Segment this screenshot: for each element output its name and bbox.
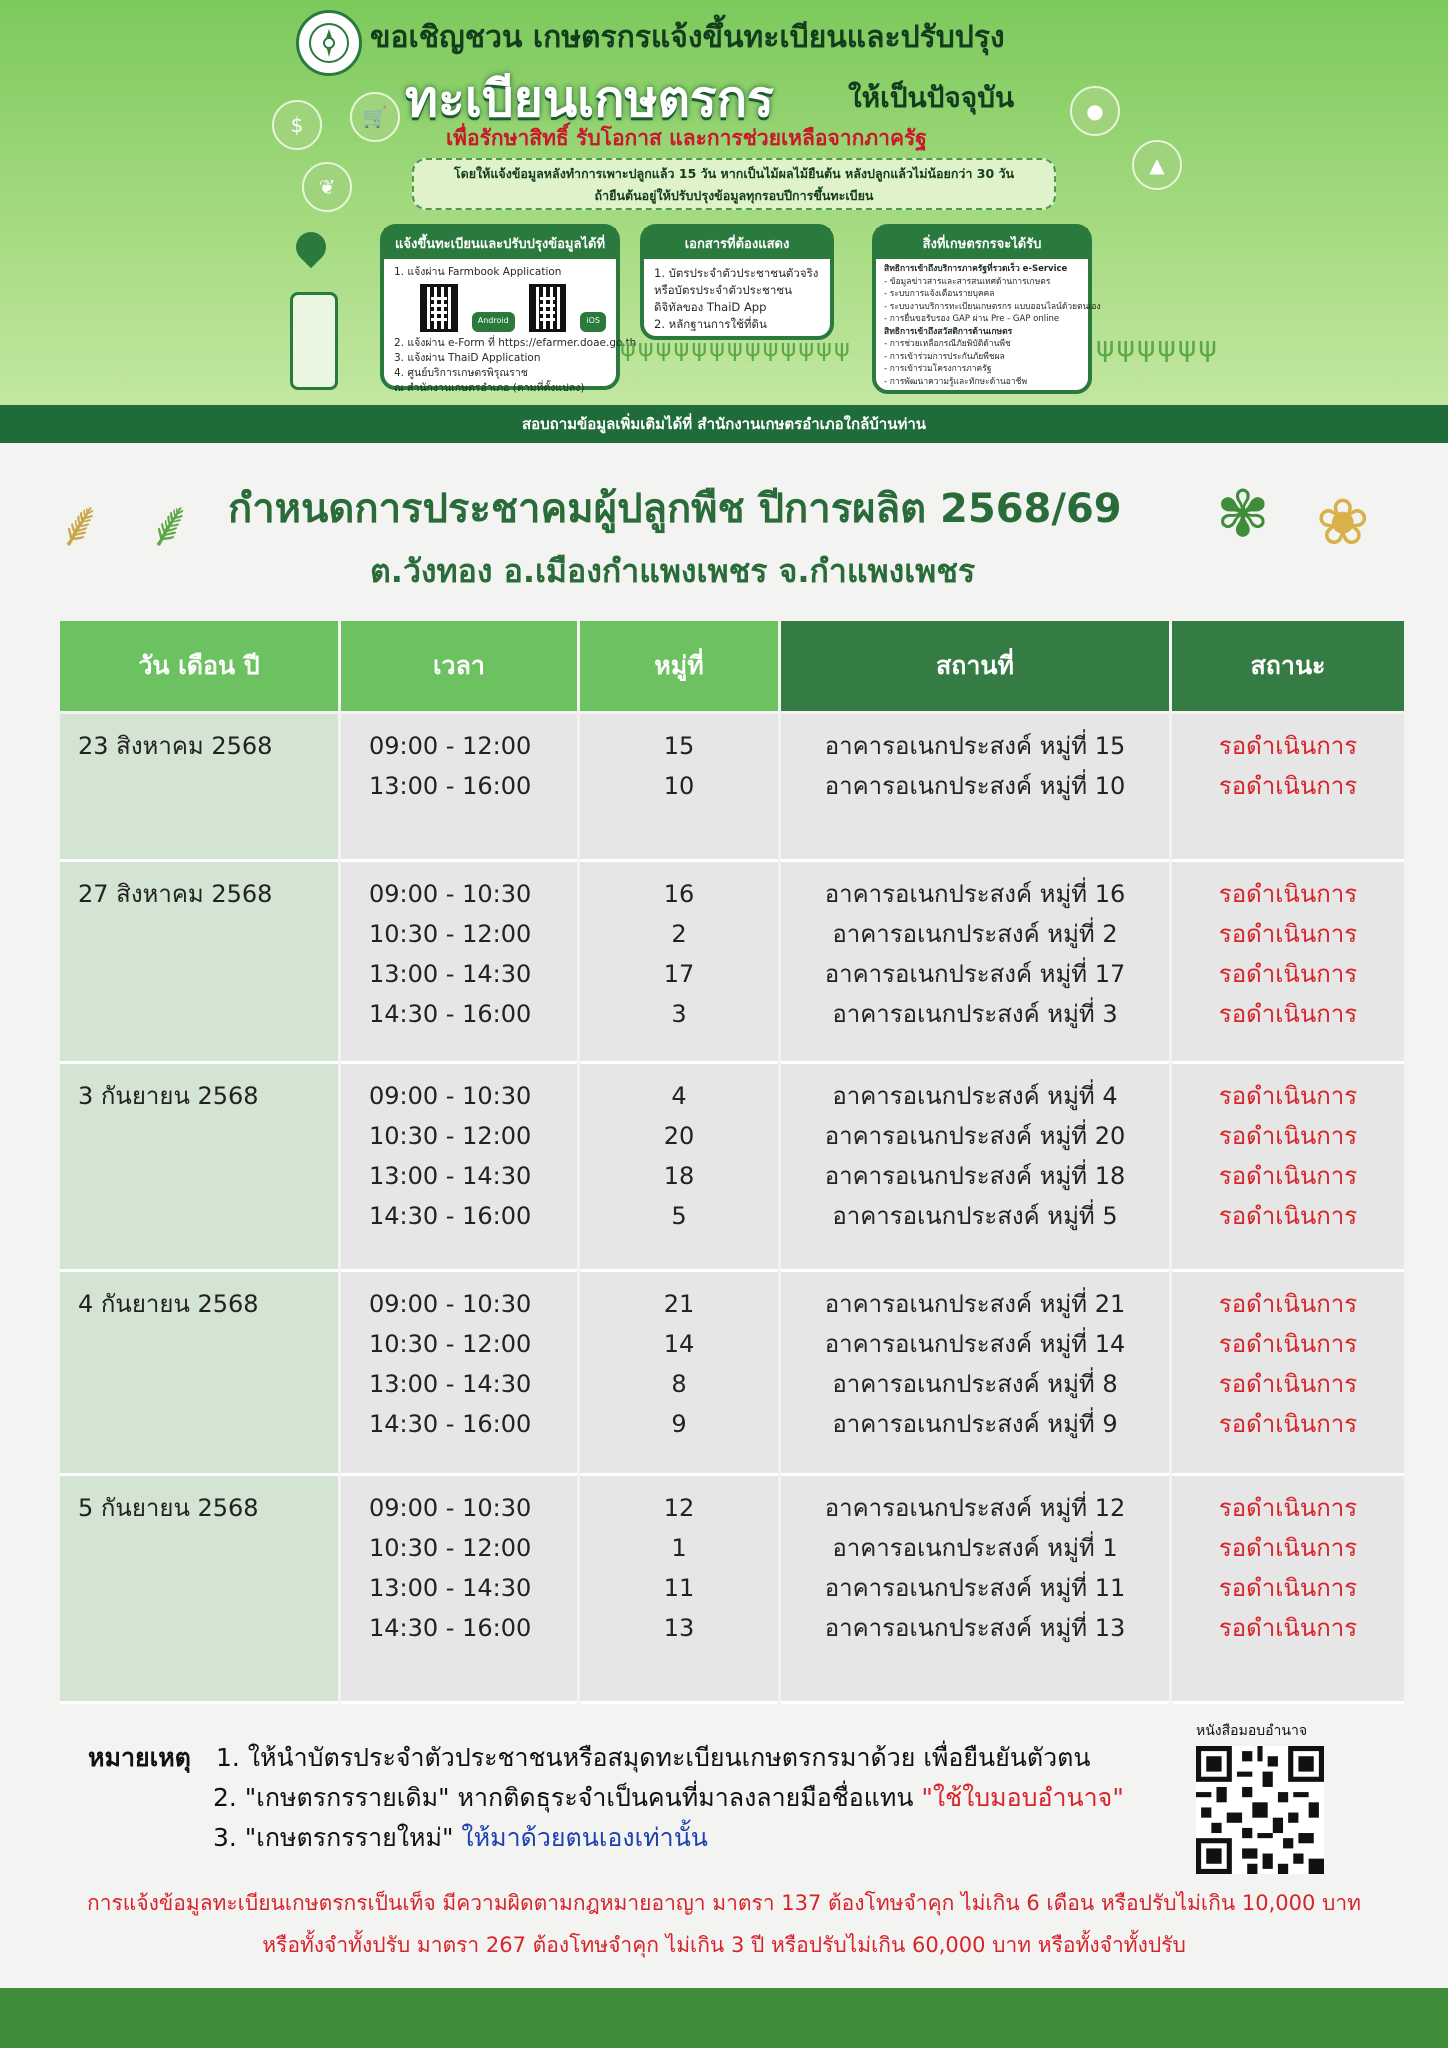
time-cell-line: 13:00 - 14:30	[369, 1574, 532, 1602]
moo-cell-line: 1	[671, 1534, 687, 1562]
banner-notice-line: โดยให้แจ้งข้อมูลหลังทำการเพาะปลูกแล้ว 15 วัน หากเป็นไม้ผลไม้ยืนต้น หลังปลูกแล้วไม่น้อยกว่า 30 วัน	[453, 166, 1015, 181]
benefit-item: - การพัฒนาความรู้และทักษะด้านอาชีพ	[884, 376, 1028, 387]
android-pill: Android	[472, 312, 515, 332]
time-cell	[341, 1272, 577, 1476]
place-cell-line: อาคารอเนกประสงค์ หมู่ที่ 14	[824, 1330, 1126, 1358]
note-highlight: ให้มาด้วยตนเองเท่านั้น	[461, 1823, 708, 1852]
channel-item: 2. แจ้งผ่าน e-Form ที่ https://efarmer.doae.go.th	[394, 337, 637, 349]
banner-headline-suffix: ให้เป็นปัจจุบัน	[848, 81, 1015, 114]
status-cell	[1172, 862, 1404, 1064]
place-cell-line: อาคารอเนกประสงค์ หมู่ที่ 10	[824, 772, 1126, 800]
place-cell-line: อาคารอเนกประสงค์ หมู่ที่ 9	[832, 1410, 1118, 1438]
benefit-item: - การเข้าร่วมการประกันภัยพืชผล	[884, 351, 1005, 362]
time-cell-line: 09:00 - 10:30	[369, 1290, 532, 1318]
power-of-attorney-qr-icon[interactable]	[1196, 1746, 1324, 1874]
place-cell	[781, 1064, 1169, 1272]
banner-tagline: เพื่อรักษาสิทธิ์ รับโอกาส และการช่วยเหลือจากภาครัฐ	[446, 126, 927, 150]
status-cell-line: รอดำเนินการ	[1218, 1370, 1358, 1398]
status-cell-line: รอดำเนินการ	[1218, 772, 1358, 800]
moo-cell-line: 17	[663, 960, 695, 988]
cart-icon: 🛒	[350, 92, 400, 142]
benefit-item: - ระบบการแจ้งเตือนรายบุคคล	[884, 289, 995, 299]
status-cell-line: รอดำเนินการ	[1218, 960, 1358, 988]
moo-cell	[580, 1272, 778, 1476]
legal-warning	[40, 1882, 1408, 1966]
date-text: 3 กันยายน 2568	[78, 1082, 259, 1110]
channels-card-title: แจ้งขึ้นทะเบียนและปรับปรุงข้อมูลได้ที่	[384, 228, 616, 259]
time-cell-line: 14:30 - 16:00	[369, 1410, 532, 1438]
benefits-card	[872, 224, 1101, 394]
banner-headline: ทะเบียนเกษตรกร	[405, 70, 774, 128]
banner-notice	[412, 158, 1056, 210]
moo-cell-line: 14	[663, 1330, 695, 1358]
place-cell-line: อาคารอเนกประสงค์ หมู่ที่ 11	[824, 1574, 1126, 1602]
moo-cell-line: 15	[663, 732, 695, 760]
legal-warning-line: หรือทั้งจำทั้งปรับ มาตรา 267 ต้องโทษจำคุก ไม่เกิน 3 ปี หรือปรับไม่เกิน 60,000 บาท หรือทั้งจำทั้งปรับ	[262, 1933, 1186, 1957]
place-cell	[781, 1476, 1169, 1704]
status-cell	[1172, 1476, 1404, 1704]
benefits-card-title: สิ่งที่เกษตรกรจะได้รับ	[876, 228, 1088, 259]
channel-item: 4. ศูนย์บริการเกษตรพิรุณราช	[394, 367, 528, 379]
moo-cell-line: 11	[663, 1574, 695, 1602]
benefit-item: - การยื่นขอรับรอง GAP ผ่าน Pre - GAP online	[884, 314, 1060, 324]
header-status: สถานะ	[1172, 621, 1404, 711]
moo-cell-line: 12	[663, 1494, 695, 1522]
moo-cell	[580, 714, 778, 862]
time-cell-line: 09:00 - 10:30	[369, 880, 532, 908]
time-cell-line: 09:00 - 10:30	[369, 1494, 532, 1522]
channel-item: 1. แจ้งผ่าน Farmbook Application	[394, 266, 562, 278]
phone-icon	[290, 292, 338, 390]
place-cell-line: อาคารอเนกประสงค์ หมู่ที่ 2	[832, 920, 1118, 948]
notes-section	[88, 1738, 1124, 1858]
growth-chart-icon: ▲	[1132, 140, 1182, 190]
place-cell-line: อาคารอเนกประสงค์ หมู่ที่ 8	[832, 1370, 1118, 1398]
place-cell-line: อาคารอเนกประสงค์ หมู่ที่ 4	[832, 1082, 1118, 1110]
status-cell-line: รอดำเนินการ	[1218, 1494, 1358, 1522]
cassava-icon: ✾	[1216, 478, 1270, 552]
place-cell-line: อาคารอเนกประสงค์ หมู่ที่ 16	[824, 880, 1126, 908]
rice-field-icon: ψψψψψψψψψψψψψ	[620, 334, 852, 362]
people-icon: ●	[1070, 86, 1120, 136]
place-cell-line: อาคารอเนกประสงค์ หมู่ที่ 1	[832, 1534, 1118, 1562]
status-cell	[1172, 1272, 1404, 1476]
longan-icon: ❀	[1316, 486, 1370, 560]
date-cell	[60, 862, 338, 1064]
time-cell-line: 09:00 - 12:00	[369, 732, 532, 760]
status-cell-line: รอดำเนินการ	[1218, 1614, 1358, 1642]
document-item: 1. บัตรประจำตัวประชาชนตัวจริง	[654, 266, 819, 280]
note-highlight: "ใช้ใบมอบอำนาจ"	[921, 1783, 1124, 1812]
time-cell-line: 13:00 - 14:30	[369, 960, 532, 988]
date-cell	[60, 1272, 338, 1476]
status-cell-line: รอดำเนินการ	[1218, 1122, 1358, 1150]
moo-cell-line: 3	[671, 1000, 687, 1028]
time-cell-line: 13:00 - 14:30	[369, 1162, 532, 1190]
place-cell-line: อาคารอเนกประสงค์ หมู่ที่ 20	[824, 1122, 1126, 1150]
page-subtitle: ต.วังทอง อ.เมืองกำแพงเพชร จ.กำแพงเพชร	[370, 552, 976, 590]
date-text: 23 สิงหาคม 2568	[78, 732, 273, 760]
moo-cell-line: 21	[663, 1290, 695, 1318]
header-moo: หมู่ที่	[580, 621, 778, 711]
moo-cell-line: 13	[663, 1614, 695, 1642]
header-time: เวลา	[341, 621, 577, 711]
place-cell-line: อาคารอเนกประสงค์ หมู่ที่ 17	[824, 960, 1126, 988]
benefit-item: - การช่วยเหลือกรณีภัยพิบัติด้านพืช	[884, 339, 1011, 349]
status-cell	[1172, 714, 1404, 862]
document-item: ดิจิทัลของ ThaiD App	[654, 300, 767, 314]
banner-notice-line: ถ้ายืนต้นอยู่ให้ปรับปรุงข้อมูลทุกรอบปีการขึ้นทะเบียน	[594, 188, 874, 203]
documents-card	[640, 224, 834, 340]
time-cell-line: 14:30 - 16:00	[369, 1202, 532, 1230]
banner-contact-footer: สอบถามข้อมูลเพิ่มเติมได้ที่ สำนักงานเกษตรอำเภอใกล้บ้านท่าน	[0, 405, 1448, 443]
place-cell-line: อาคารอเนกประสงค์ หมู่ที่ 3	[832, 1000, 1118, 1028]
benefit-item: - การเข้าร่วมโครงการภาครัฐ	[884, 364, 992, 374]
moo-cell-line: 2	[671, 920, 687, 948]
moo-cell-line: 20	[663, 1122, 695, 1150]
moo-cell-line: 8	[671, 1370, 687, 1398]
place-cell-line: อาคารอเนกประสงค์ หมู่ที่ 18	[824, 1162, 1126, 1190]
banner-invite-line: ขอเชิญชวน เกษตรกรแจ้งขึ้นทะเบียนและปรับปรุง	[370, 20, 1005, 55]
moo-cell-line: 4	[671, 1082, 687, 1110]
moo-cell	[580, 1064, 778, 1272]
channel-item: 3. แจ้งผ่าน ThaiD Application	[394, 352, 541, 364]
document-item: หรือบัตรประจำตัวประชาชน	[654, 283, 792, 297]
bottom-bar	[0, 1988, 1448, 2048]
time-cell-line: 10:30 - 12:00	[369, 1330, 532, 1358]
date-text: 5 กันยายน 2568	[78, 1494, 259, 1522]
rice-stalk-icon: ⸙	[56, 488, 104, 562]
header-date: วัน เดือน ปี	[60, 621, 338, 711]
channels-card	[380, 224, 637, 394]
moo-cell	[580, 862, 778, 1064]
moo-cell-line: 9	[671, 1410, 687, 1438]
time-cell	[341, 714, 577, 862]
page-title: กำหนดการประชาคมผู้ปลูกพืช ปีการผลิต 2568/69	[228, 486, 1122, 532]
header-place: สถานที่	[781, 621, 1169, 711]
status-cell-line: รอดำเนินการ	[1218, 1574, 1358, 1602]
status-cell-line: รอดำเนินการ	[1218, 920, 1358, 948]
time-cell	[341, 862, 577, 1064]
place-cell-line: อาคารอเนกประสงค์ หมู่ที่ 13	[824, 1614, 1126, 1642]
benefit-item: - ระบบงานบริการทะเบียนเกษตรกร แบบออนไลน์ด้วยตนเอง	[884, 301, 1101, 312]
time-cell-line: 09:00 - 10:30	[369, 1082, 532, 1110]
ios-qr-icon	[529, 284, 567, 332]
note-item: 2. "เกษตรกรรายเดิม" หากติดธุระจำเป็นคนที่มาลงลายมือชื่อแทน	[213, 1783, 922, 1812]
status-cell-line: รอดำเนินการ	[1218, 1202, 1358, 1230]
documents-card-title: เอกสารที่ต้องแสดง	[644, 228, 830, 259]
status-cell-line: รอดำเนินการ	[1218, 1000, 1358, 1028]
qr-caption: หนังสือมอบอำนาจ	[1196, 1723, 1308, 1739]
time-cell-line: 10:30 - 12:00	[369, 1534, 532, 1562]
moo-cell	[580, 1476, 778, 1704]
channel-item: ณ สำนักงานเกษตรอำเภอ (ตามที่ตั้งแปลง)	[394, 382, 585, 394]
status-cell-line: รอดำเนินการ	[1218, 1162, 1358, 1190]
notes-label: หมายเหตุ	[88, 1743, 191, 1772]
ios-pill: iOS	[580, 312, 606, 332]
date-text: 27 สิงหาคม 2568	[78, 880, 273, 908]
moo-cell-line: 5	[671, 1202, 687, 1230]
status-cell-line: รอดำเนินการ	[1218, 732, 1358, 760]
money-bag-icon: $	[272, 100, 322, 150]
date-cell	[60, 714, 338, 862]
status-cell-line: รอดำเนินการ	[1218, 1410, 1358, 1438]
time-cell-line: 13:00 - 16:00	[369, 772, 532, 800]
benefit-heading: สิทธิการเข้าถึงบริการภาครัฐที่รวดเร็ว e-Service	[884, 264, 1068, 274]
time-cell-line: 10:30 - 12:00	[369, 1122, 532, 1150]
place-cell-line: อาคารอเนกประสงค์ หมู่ที่ 21	[824, 1290, 1126, 1318]
time-cell-line: 14:30 - 16:00	[369, 1614, 532, 1642]
place-cell	[781, 862, 1169, 1064]
status-cell-line: รอดำเนินการ	[1218, 880, 1358, 908]
benefit-heading: สิทธิการเข้าถึงสวัสดิการด้านเกษตร	[884, 326, 1013, 337]
time-cell	[341, 1476, 577, 1704]
time-cell-line: 13:00 - 14:30	[369, 1370, 532, 1398]
status-cell-line: รอดำเนินการ	[1218, 1330, 1358, 1358]
sugarcane-icon: ⸙	[146, 488, 194, 562]
status-cell-line: รอดำเนินการ	[1218, 1290, 1358, 1318]
registration-banner	[0, 0, 1448, 443]
moo-cell-line: 18	[663, 1162, 695, 1190]
benefit-item: - ข้อมูลข่าวสารและสารสนเทศด้านการเกษตร	[884, 276, 1051, 287]
place-cell	[781, 714, 1169, 862]
location-pin-icon	[290, 226, 332, 268]
time-cell-line: 14:30 - 16:00	[369, 1000, 532, 1028]
status-cell	[1172, 1064, 1404, 1272]
schedule-table	[60, 621, 1398, 1704]
ministry-logo-icon	[296, 10, 362, 76]
note-item: 3. "เกษตรกรรายใหม่"	[213, 1823, 462, 1852]
status-cell-line: รอดำเนินการ	[1218, 1082, 1358, 1110]
note-item: 1. ให้นำบัตรประจำตัวประชาชนหรือสมุดทะเบียนเกษตรกรมาด้วย เพื่อยืนยันตัวตน	[216, 1743, 1091, 1772]
rice-field-icon: ψψψψψψ	[1096, 330, 1219, 363]
place-cell-line: อาคารอเนกประสงค์ หมู่ที่ 5	[832, 1202, 1118, 1230]
date-cell	[60, 1064, 338, 1272]
date-cell	[60, 1476, 338, 1704]
date-text: 4 กันยายน 2568	[78, 1290, 259, 1318]
android-qr-icon	[420, 284, 458, 332]
time-cell-line: 10:30 - 12:00	[369, 920, 532, 948]
moo-cell-line: 16	[663, 880, 695, 908]
place-cell	[781, 1272, 1169, 1476]
moo-cell-line: 10	[663, 772, 695, 800]
status-cell-line: รอดำเนินการ	[1218, 1534, 1358, 1562]
time-cell	[341, 1064, 577, 1272]
place-cell-line: อาคารอเนกประสงค์ หมู่ที่ 15	[824, 732, 1126, 760]
place-cell-line: อาคารอเนกประสงค์ หมู่ที่ 12	[824, 1494, 1126, 1522]
legal-warning-line: การแจ้งข้อมูลทะเบียนเกษตรกรเป็นเท็จ มีความผิดตามกฎหมายอาญา มาตรา 137 ต้องโทษจำคุก ไม่เกิน 6 เดือน หรือปรับไม่เกิน 10,000 บาท	[87, 1891, 1361, 1915]
leaf-icon: ❦	[302, 162, 352, 212]
document-item: 2. หลักฐานการใช้ที่ดิน	[654, 317, 767, 331]
